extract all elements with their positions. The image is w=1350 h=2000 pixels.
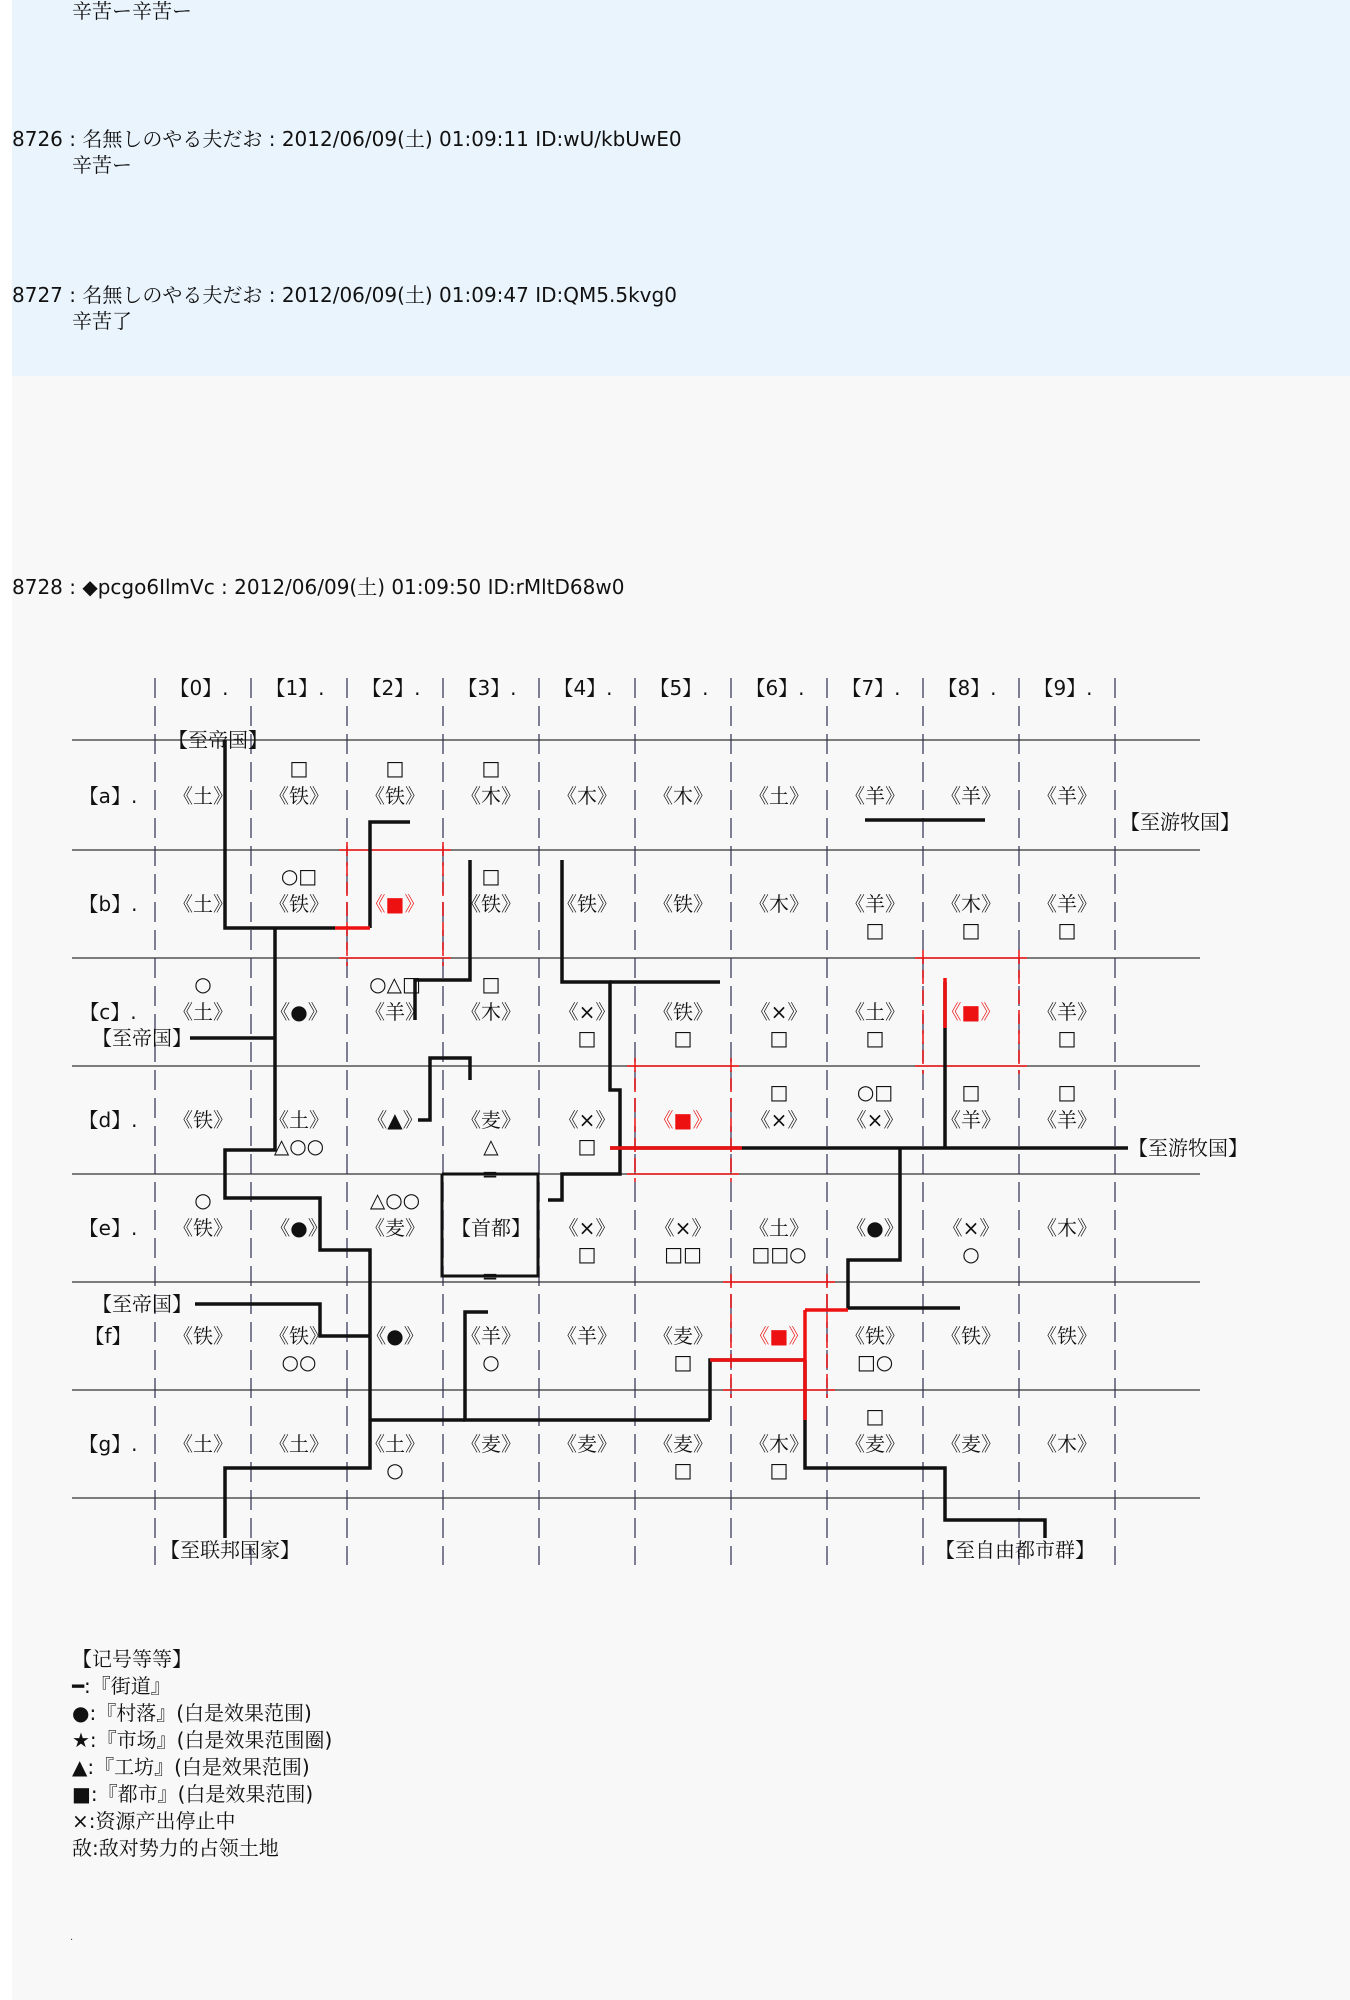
exit-label: 【至自由都市群】 [935,1538,1095,1562]
column-label: 【0】. [169,676,229,700]
legend-item: ●:『村落』(白是效果范围) [72,1701,312,1725]
territory-cell: 《木》 [653,784,713,808]
footer-dot: . [70,1932,74,1943]
row-label: 【d】. [78,1108,138,1132]
legend-item: ■:『都市』(白是效果范围) [72,1782,314,1806]
legend-item: ━:『街道』 [72,1674,171,1698]
post-header: 8727 : 名無しのやる夫だお : 2012/06/09(土) 01:09:47 ID:QM5.5kvg0 [12,283,677,307]
territory-cell: 《铁》 [557,892,617,916]
column-label: 【3】. [457,676,517,700]
territory-cell: 《麦》 [461,1432,521,1456]
territory-cell: 《铁》 [653,1000,713,1024]
territory-cell: 《■》 [653,1108,713,1132]
legend-item: 敌:敌对势力的占领土地 [72,1836,279,1860]
cell-marker: □ [1057,918,1077,942]
post-header: 8726 : 名無しのやる夫だお : 2012/06/09(土) 01:09:11 ID:wU/kbUwE0 [12,127,682,151]
poster-name: ◆pcgo6IlmVc [82,575,215,599]
territory-cell: 《×》 [558,1216,616,1240]
territory-cell: 《■》 [365,892,425,916]
territory-cell: 《■》 [941,1000,1001,1024]
territory-cell: 《土》 [749,1216,809,1240]
territory-cell: 《羊》 [557,1324,617,1348]
row-label: 【c】. [79,1000,137,1024]
territory-cell: 《铁》 [173,1324,233,1348]
post-id: ID:QM5.5kvg0 [535,283,677,307]
cell-marker: ○□ [856,1080,894,1104]
territory-cell: 《土》 [365,1432,425,1456]
legend-item: ★:『市场』(白是效果范围圈) [72,1728,333,1752]
capital-marker: = [481,1162,499,1186]
cell-marker: □ [961,918,981,942]
territory-cell: 《铁》 [365,784,425,808]
territory-cell: 《羊》 [1037,892,1097,916]
territory-cell: 《铁》 [269,1324,329,1348]
cell-marker: □ [961,1080,981,1104]
territory-cell: 【首都】 [451,1216,531,1240]
cell-marker: □ [769,1026,789,1050]
thread-top-panel [12,0,1350,376]
territory-cell: 《羊》 [365,1000,425,1024]
cell-marker: ○□ [280,864,318,888]
legend-title: 【记号等等】 [72,1647,192,1671]
poster-name: 名無しのやる夫だお [82,127,263,151]
territory-cell: 《木》 [941,892,1001,916]
post-number[interactable]: 8728 [12,575,63,599]
post-number[interactable]: 8726 [12,127,63,151]
cell-marker: ○ [962,1242,980,1266]
territory-cell: 《铁》 [1037,1324,1097,1348]
territory-cell: 《麦》 [653,1432,713,1456]
row-label: 【e】. [78,1216,138,1240]
territory-cell: 《铁》 [269,784,329,808]
cell-marker: □□○ [751,1242,807,1266]
territory-cell: 《土》 [269,1432,329,1456]
territory-cell: 《铁》 [173,1108,233,1132]
exit-label: 【至帝国】 [92,1026,192,1050]
legend-item: ▲:『工坊』(白是效果范围) [72,1755,310,1779]
cell-marker: □ [1057,1026,1077,1050]
column-label: 【8】. [937,676,997,700]
territory-cell: 《木》 [749,1432,809,1456]
territory-cell: 《×》 [846,1108,904,1132]
territory-cell: 《×》 [942,1216,1000,1240]
territory-cell: 《土》 [269,1108,329,1132]
cell-marker: □ [673,1458,693,1482]
territory-cell: 《●》 [270,1000,328,1024]
cell-marker: ○△□ [369,972,421,996]
column-label: 【1】. [265,676,325,700]
capital-marker: = [481,1264,499,1288]
territory-cell: 《▲》 [367,1108,423,1132]
cell-marker: □ [865,918,885,942]
cell-marker: □ [865,1026,885,1050]
territory-cell: 《×》 [558,1108,616,1132]
cell-marker: □ [577,1242,597,1266]
territory-cell: 《麦》 [653,1324,713,1348]
territory-cell: 《羊》 [1037,1000,1097,1024]
post-number[interactable]: 8727 [12,283,63,307]
post-header: 8728 : ◆pcgo6IlmVc : 2012/06/09(土) 01:09:50 ID:rMltD68w0 [12,575,625,599]
post-id: ID:wU/kbUwE0 [535,127,682,151]
territory-cell: 《×》 [750,1108,808,1132]
territory-cell: 《羊》 [845,784,905,808]
cell-marker: △ [483,1134,499,1158]
cell-marker: ○ [194,972,212,996]
territory-cell: 《羊》 [941,784,1001,808]
column-label: 【7】. [841,676,901,700]
exit-label: 【至游牧国】 [1128,1136,1248,1160]
territory-cell: 《×》 [654,1216,712,1240]
column-label: 【2】. [361,676,421,700]
territory-cell: 《土》 [173,1432,233,1456]
column-label: 【6】. [745,676,805,700]
cell-marker: □ [673,1026,693,1050]
cell-marker: ○ [386,1458,404,1482]
territory-cell: 《木》 [1037,1432,1097,1456]
territory-cell: 《土》 [749,784,809,808]
territory-cell: 《×》 [750,1000,808,1024]
exit-label: 【至帝国】 [168,728,268,752]
exit-label: 【至联邦国家】 [160,1538,300,1562]
territory-cell: 《土》 [845,1000,905,1024]
post-body: 辛苦ー辛苦ー [72,0,192,23]
cell-marker: □□ [664,1242,702,1266]
territory-cell: 《×》 [558,1000,616,1024]
territory-cell: 《木》 [461,1000,521,1024]
cell-marker: ○ [194,1188,212,1212]
cell-marker: □ [481,972,501,996]
territory-map [0,660,1350,1580]
territory-cell: 《铁》 [653,892,713,916]
territory-cell: 《●》 [366,1324,424,1348]
cell-marker: □ [481,864,501,888]
territory-cell: 《土》 [173,892,233,916]
row-label: 【g】. [78,1432,138,1456]
cell-marker: ○ [482,1350,500,1374]
territory-cell: 《麦》 [845,1432,905,1456]
cell-marker: □ [673,1350,693,1374]
road [805,1360,1045,1538]
territory-cell: 《●》 [846,1216,904,1240]
cell-marker: ○○ [281,1350,317,1374]
territory-cell: 《羊》 [845,892,905,916]
territory-cell: 《●》 [270,1216,328,1240]
territory-cell: 《木》 [749,892,809,916]
row-label: 【a】. [78,784,138,808]
post-body: 辛苦ー [72,153,132,177]
cell-marker: □ [385,756,405,780]
post-date: 2012/06/09(土) 01:09:50 [234,575,482,599]
territory-cell: 《麦》 [365,1216,425,1240]
cell-marker: △○○ [273,1134,325,1158]
cell-marker: □ [865,1404,885,1428]
post-id: ID:rMltD68w0 [487,575,625,599]
cell-marker: □ [1057,1080,1077,1104]
cell-marker: □ [769,1080,789,1104]
row-label: 【f】 [84,1324,132,1348]
cell-marker: □ [481,756,501,780]
row-label: 【b】. [78,892,138,916]
legend [72,1646,332,1862]
territory-cell: 《木》 [461,784,521,808]
territory-cell: 《羊》 [1037,784,1097,808]
territory-cell: 《■》 [749,1324,809,1348]
territory-cell: 《麦》 [941,1432,1001,1456]
cell-marker: □○ [856,1350,894,1374]
post-date: 2012/06/09(土) 01:09:47 [281,283,529,307]
post-body: 辛苦了 [72,309,132,333]
cell-marker: △○○ [369,1188,421,1212]
territory-cell: 《麦》 [461,1108,521,1132]
poster-name: 名無しのやる夫だお [82,283,263,307]
territory-cell: 《铁》 [461,892,521,916]
column-label: 【4】. [553,676,613,700]
territory-cell: 《羊》 [461,1324,521,1348]
cell-marker: □ [577,1134,597,1158]
territory-cell: 《铁》 [173,1216,233,1240]
exit-label: 【至游牧国】 [1120,810,1240,834]
column-label: 【9】. [1033,676,1093,700]
exit-label: 【至帝国】 [92,1292,192,1316]
cell-marker: □ [577,1026,597,1050]
legend-item: ×:资源产出停止中 [72,1809,236,1833]
territory-cell: 《羊》 [941,1108,1001,1132]
territory-cell: 《土》 [173,1000,233,1024]
territory-cell: 《羊》 [1037,1108,1097,1132]
territory-cell: 《木》 [1037,1216,1097,1240]
territory-cell: 《铁》 [941,1324,1001,1348]
cell-marker: □ [769,1458,789,1482]
cell-marker: □ [289,756,309,780]
territory-cell: 《麦》 [557,1432,617,1456]
territory-cell: 《土》 [173,784,233,808]
column-label: 【5】. [649,676,709,700]
territory-cell: 《木》 [557,784,617,808]
territory-cell: 《铁》 [845,1324,905,1348]
post-date: 2012/06/09(土) 01:09:11 [281,127,529,151]
territory-cell: 《铁》 [269,892,329,916]
